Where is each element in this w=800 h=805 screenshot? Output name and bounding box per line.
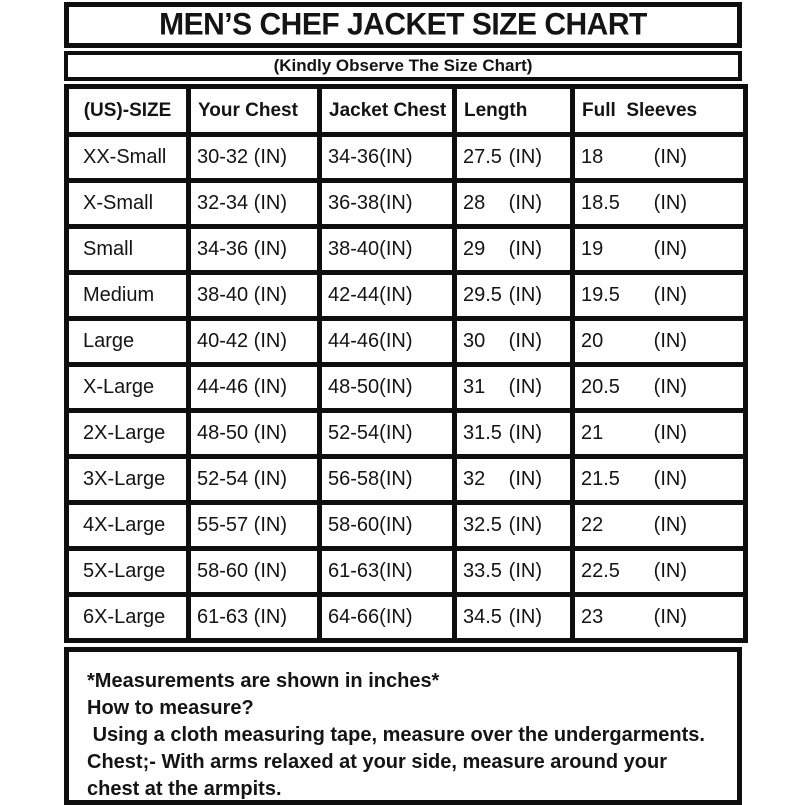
note-line: How to measure? (87, 697, 254, 719)
length-cell (455, 365, 573, 411)
unit-label: (IN) (653, 422, 687, 444)
size-label: 2X-Large (83, 422, 166, 444)
unit-label: (IN) (379, 284, 413, 306)
header-row (67, 87, 746, 135)
unit-label: (IN) (508, 560, 542, 582)
full-sleeves-value: 18.5 (581, 192, 620, 214)
note-line: Chest;- With arms relaxed at your side, measure around your (87, 751, 667, 773)
length-cell (455, 227, 573, 273)
your-chest-cell (189, 365, 320, 411)
length-value: 31.5 (463, 422, 502, 444)
unit-label: (IN) (379, 146, 413, 168)
size-label: Large (83, 330, 135, 352)
chart-subtitle-box (64, 51, 742, 81)
unit-label: (IN) (508, 238, 542, 260)
unit-label: (IN) (379, 192, 413, 214)
your-chest-cell (189, 273, 320, 319)
unit-label: (IN) (253, 514, 287, 536)
length-cell (455, 503, 573, 549)
jacket-chest-value: 52-54 (328, 422, 380, 444)
size-cell (67, 273, 189, 319)
unit-label: (IN) (253, 422, 287, 444)
table-row (67, 273, 746, 319)
full-sleeves-value: 22.5 (581, 560, 620, 582)
length-value: 34.5 (463, 606, 502, 628)
chart-title-box (64, 2, 742, 48)
size-label: XX-Small (83, 146, 167, 168)
jacket-chest-cell (320, 319, 455, 365)
length-value: 28 (463, 192, 486, 214)
unit-label: (IN) (253, 330, 287, 352)
unit-label: (IN) (508, 284, 542, 306)
full-sleeves-cell (573, 181, 746, 227)
size-cell (67, 503, 189, 549)
your-chest-cell (189, 595, 320, 641)
size-cell (67, 181, 189, 227)
your-chest-value: 40-42 (197, 330, 249, 352)
unit-label: (IN) (379, 560, 413, 582)
header-your-chest: Your Chest (189, 87, 320, 135)
length-cell (455, 595, 573, 641)
jacket-chest-value: 36-38 (328, 192, 380, 214)
length-value: 33.5 (463, 560, 502, 582)
full-sleeves-cell (573, 319, 746, 365)
notes-lines (87, 668, 723, 803)
full-sleeves-cell (573, 457, 746, 503)
your-chest-cell (189, 135, 320, 181)
your-chest-cell (189, 181, 320, 227)
your-chest-value: 61-63 (197, 606, 249, 628)
your-chest-cell (189, 227, 320, 273)
size-label: 3X-Large (83, 468, 166, 490)
unit-label: (IN) (508, 376, 542, 398)
unit-label: (IN) (508, 422, 542, 444)
unit-label: (IN) (253, 284, 287, 306)
jacket-chest-cell (320, 135, 455, 181)
unit-label: (IN) (379, 606, 413, 628)
full-sleeves-value: 20.5 (581, 376, 620, 398)
length-value: 32.5 (463, 514, 502, 536)
your-chest-value: 38-40 (197, 284, 249, 306)
jacket-chest-value: 64-66 (328, 606, 380, 628)
table-row (67, 181, 746, 227)
chart-title: MEN’S CHEF JACKET SIZE CHART (159, 7, 647, 42)
note-line: Using a cloth measuring tape, measure over the undergarments. (87, 724, 705, 746)
your-chest-value: 52-54 (197, 468, 249, 490)
your-chest-value: 32-34 (197, 192, 249, 214)
full-sleeves-cell (573, 549, 746, 595)
unit-label: (IN) (653, 606, 687, 628)
length-value: 29 (463, 238, 486, 260)
full-sleeves-cell (573, 365, 746, 411)
header-length: Length (455, 87, 573, 135)
full-sleeves-value: 18 (581, 146, 604, 168)
length-cell (455, 457, 573, 503)
size-label: 4X-Large (83, 514, 166, 536)
full-sleeves-value: 19 (581, 238, 604, 260)
jacket-chest-value: 34-36 (328, 146, 380, 168)
jacket-chest-cell (320, 365, 455, 411)
table-row (67, 457, 746, 503)
table-row (67, 503, 746, 549)
table-row (67, 135, 746, 181)
jacket-chest-value: 58-60 (328, 514, 380, 536)
length-value: 31 (463, 376, 486, 398)
jacket-chest-cell (320, 549, 455, 595)
size-cell (67, 411, 189, 457)
note-line: chest at the armpits. (87, 778, 282, 800)
full-sleeves-value: 22 (581, 514, 604, 536)
length-value: 29.5 (463, 284, 502, 306)
chart-subtitle: (Kindly Observe The Size Chart) (273, 56, 533, 75)
unit-label: (IN) (508, 192, 542, 214)
full-sleeves-cell (573, 135, 746, 181)
unit-label: (IN) (653, 376, 687, 398)
full-sleeves-cell (573, 273, 746, 319)
unit-label: (IN) (653, 514, 687, 536)
size-cell (67, 457, 189, 503)
size-cell (67, 319, 189, 365)
length-cell (455, 549, 573, 595)
unit-label: (IN) (379, 514, 413, 536)
full-sleeves-cell (573, 411, 746, 457)
size-label: X-Large (83, 376, 155, 398)
unit-label: (IN) (653, 468, 687, 490)
unit-label: (IN) (653, 284, 687, 306)
your-chest-cell (189, 457, 320, 503)
full-sleeves-cell (573, 595, 746, 641)
full-sleeves-value: 19.5 (581, 284, 620, 306)
unit-label: (IN) (253, 192, 287, 214)
table-row (67, 549, 746, 595)
unit-label: (IN) (253, 560, 287, 582)
size-cell (67, 549, 189, 595)
jacket-chest-cell (320, 503, 455, 549)
header-jacket-chest: Jacket Chest (320, 87, 455, 135)
jacket-chest-value: 44-46 (328, 330, 380, 352)
jacket-chest-cell (320, 411, 455, 457)
full-sleeves-value: 21.5 (581, 468, 620, 490)
length-cell (455, 411, 573, 457)
jacket-chest-cell (320, 457, 455, 503)
your-chest-value: 58-60 (197, 560, 249, 582)
full-sleeves-value: 21 (581, 422, 604, 444)
unit-label: (IN) (379, 376, 413, 398)
size-table-body (67, 135, 746, 641)
table-row (67, 411, 746, 457)
size-cell (67, 135, 189, 181)
note-line: *Measurements are shown in inches* (87, 670, 440, 692)
length-value: 30 (463, 330, 486, 352)
full-sleeves-value: 23 (581, 606, 604, 628)
unit-label: (IN) (253, 468, 287, 490)
measurement-notes-box (64, 647, 742, 805)
table-row (67, 595, 746, 641)
unit-label: (IN) (253, 146, 287, 168)
length-cell (455, 273, 573, 319)
size-table (64, 84, 748, 643)
header-full-sleeves: Full Sleeves (573, 87, 746, 135)
unit-label: (IN) (508, 606, 542, 628)
length-cell (455, 135, 573, 181)
size-label: Small (83, 238, 134, 260)
unit-label: (IN) (653, 146, 687, 168)
jacket-chest-cell (320, 227, 455, 273)
unit-label: (IN) (379, 330, 413, 352)
header-us-size: (US)-SIZE (67, 87, 189, 135)
your-chest-cell (189, 549, 320, 595)
your-chest-value: 34-36 (197, 238, 249, 260)
your-chest-cell (189, 319, 320, 365)
jacket-chest-value: 42-44 (328, 284, 380, 306)
unit-label: (IN) (253, 238, 287, 260)
full-sleeves-cell (573, 227, 746, 273)
size-label: 5X-Large (83, 560, 166, 582)
unit-label: (IN) (653, 330, 687, 352)
full-sleeves-cell (573, 503, 746, 549)
table-row (67, 365, 746, 411)
table-row (67, 227, 746, 273)
unit-label: (IN) (508, 330, 542, 352)
jacket-chest-value: 38-40 (328, 238, 380, 260)
table-row (67, 319, 746, 365)
size-label: Medium (83, 284, 155, 306)
your-chest-value: 48-50 (197, 422, 249, 444)
unit-label: (IN) (508, 514, 542, 536)
unit-label: (IN) (379, 422, 413, 444)
jacket-chest-value: 61-63 (328, 560, 380, 582)
your-chest-value: 55-57 (197, 514, 249, 536)
jacket-chest-value: 48-50 (328, 376, 380, 398)
unit-label: (IN) (508, 146, 542, 168)
size-label: X-Small (83, 192, 154, 214)
jacket-chest-cell (320, 181, 455, 227)
jacket-chest-cell (320, 595, 455, 641)
length-value: 32 (463, 468, 486, 490)
unit-label: (IN) (379, 238, 413, 260)
unit-label: (IN) (508, 468, 542, 490)
length-value: 27.5 (463, 146, 502, 168)
unit-label: (IN) (379, 468, 413, 490)
jacket-chest-value: 56-58 (328, 468, 380, 490)
your-chest-value: 30-32 (197, 146, 249, 168)
size-label: 6X-Large (83, 606, 166, 628)
unit-label: (IN) (253, 606, 287, 628)
your-chest-value: 44-46 (197, 376, 249, 398)
size-cell (67, 227, 189, 273)
size-cell (67, 365, 189, 411)
full-sleeves-value: 20 (581, 330, 604, 352)
your-chest-cell (189, 503, 320, 549)
your-chest-cell (189, 411, 320, 457)
length-cell (455, 181, 573, 227)
unit-label: (IN) (653, 560, 687, 582)
unit-label: (IN) (653, 238, 687, 260)
unit-label: (IN) (653, 192, 687, 214)
length-cell (455, 319, 573, 365)
size-cell (67, 595, 189, 641)
unit-label: (IN) (253, 376, 287, 398)
jacket-chest-cell (320, 273, 455, 319)
